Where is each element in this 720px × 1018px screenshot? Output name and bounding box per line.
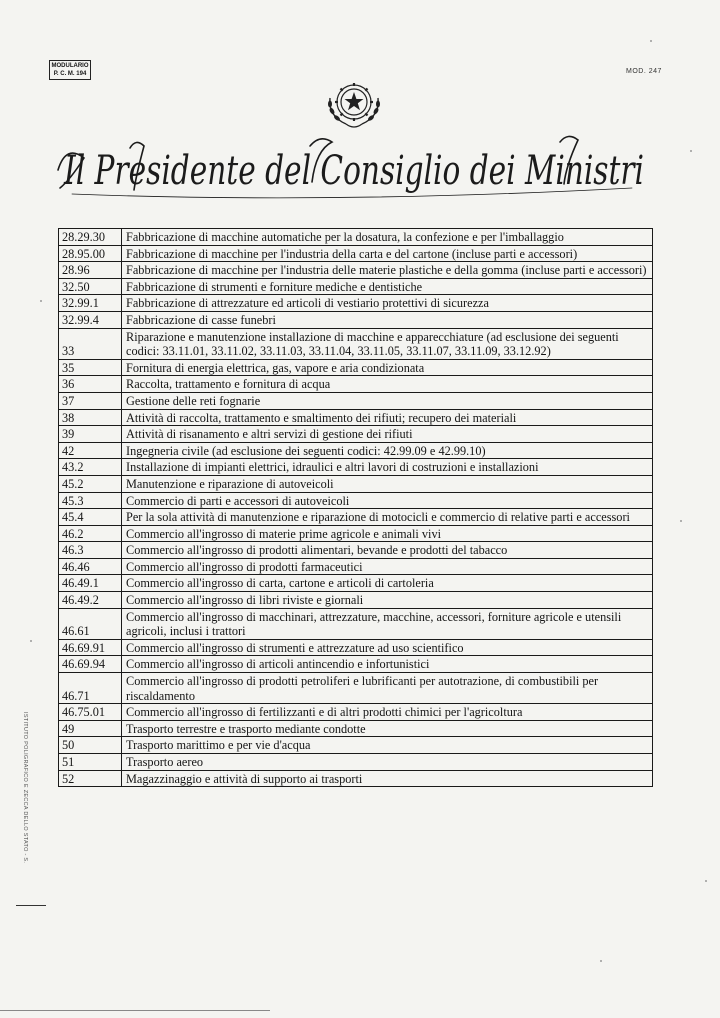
ateco-code: 39 xyxy=(59,426,122,443)
table-row xyxy=(59,770,653,787)
activity-description: Attività di raccolta, trattamento e smaltimento dei rifiuti; recupero dei materiali xyxy=(122,409,653,426)
table-row xyxy=(59,392,653,409)
table-row xyxy=(59,229,653,246)
activity-description: Raccolta, trattamento e fornitura di acqua xyxy=(122,376,653,393)
activity-description: Installazione di impianti elettrici, idraulici e altri lavori di costruzioni e installazioni xyxy=(122,459,653,476)
ateco-code: 32.99.1 xyxy=(59,295,122,312)
ateco-code: 50 xyxy=(59,737,122,754)
table-row xyxy=(59,262,653,279)
mod-number: MOD. 247 xyxy=(626,68,662,75)
ateco-code: 52 xyxy=(59,770,122,787)
ateco-code: 35 xyxy=(59,359,122,376)
activity-description: Fabbricazione di macchine automatiche per la dosatura, la confezione e per l'imballaggio xyxy=(122,229,653,246)
ateco-code: 43.2 xyxy=(59,459,122,476)
table-row xyxy=(59,245,653,262)
activity-description: Commercio all'ingrosso di articoli antincendio e infortunistici xyxy=(122,656,653,673)
ateco-code: 46.3 xyxy=(59,542,122,559)
table-row xyxy=(59,558,653,575)
activity-description: Commercio all'ingrosso di prodotti alimentari, bevande e prodotti del tabacco xyxy=(122,542,653,559)
ateco-code: 46.49.2 xyxy=(59,592,122,609)
table-row xyxy=(59,359,653,376)
ateco-code: 46.46 xyxy=(59,558,122,575)
activity-description: Commercio all'ingrosso di prodotti farmaceutici xyxy=(122,558,653,575)
activity-description: Commercio di parti e accessori di autoveicoli xyxy=(122,492,653,509)
table-row xyxy=(59,592,653,609)
ateco-code: 42 xyxy=(59,442,122,459)
table-row xyxy=(59,426,653,443)
activity-description: Fabbricazione di casse funebri xyxy=(122,311,653,328)
president-title-calligraphy xyxy=(0,128,720,208)
ateco-code: 28.29.30 xyxy=(59,229,122,246)
ateco-code: 46.75.01 xyxy=(59,704,122,721)
table-row xyxy=(59,409,653,426)
activity-description: Magazzinaggio e attività di supporto ai trasporti xyxy=(122,770,653,787)
table-row xyxy=(59,720,653,737)
ateco-code: 37 xyxy=(59,392,122,409)
ateco-code: 45.4 xyxy=(59,509,122,526)
ateco-code: 46.69.91 xyxy=(59,639,122,656)
ateco-code: 38 xyxy=(59,409,122,426)
margin-rule xyxy=(16,905,46,906)
ateco-code: 32.50 xyxy=(59,278,122,295)
table-row xyxy=(59,525,653,542)
bottom-rule xyxy=(0,1010,270,1011)
activity-description: Manutenzione e riparazione di autoveicoli xyxy=(122,475,653,492)
table-row xyxy=(59,754,653,771)
ateco-code: 33 xyxy=(59,328,122,359)
ateco-code: 46.71 xyxy=(59,673,122,704)
ateco-code: 46.61 xyxy=(59,608,122,639)
activity-description: Trasporto marittimo e per vie d'acqua xyxy=(122,737,653,754)
table-row xyxy=(59,656,653,673)
modulario-line1: MODULARIO xyxy=(51,63,89,69)
activity-description: Trasporto terrestre e trasporto mediante condotte xyxy=(122,720,653,737)
printer-imprint: ISTITUTO POLIGRAFICO E ZECCA DELLO STATO - S. xyxy=(22,712,28,864)
table-row xyxy=(59,575,653,592)
table-row xyxy=(59,673,653,704)
ateco-code: 45.2 xyxy=(59,475,122,492)
activity-description: Commercio all'ingrosso di libri riviste e giornali xyxy=(122,592,653,609)
table-row xyxy=(59,509,653,526)
table-row xyxy=(59,328,653,359)
table-row xyxy=(59,639,653,656)
table-row xyxy=(59,278,653,295)
table-row xyxy=(59,608,653,639)
table-row xyxy=(59,459,653,476)
ateco-code: 32.99.4 xyxy=(59,311,122,328)
ateco-code: 51 xyxy=(59,754,122,771)
table-row xyxy=(59,542,653,559)
activity-description: Commercio all'ingrosso di materie prime agricole e animali vivi xyxy=(122,525,653,542)
table-row xyxy=(59,737,653,754)
activity-description: Per la sola attività di manutenzione e riparazione di motocicli e commercio di relative parti e accessori xyxy=(122,509,653,526)
activity-description: Fabbricazione di attrezzature ed articoli di vestiario protettivi di sicurezza xyxy=(122,295,653,312)
activity-description: Fabbricazione di macchine per l'industria delle materie plastiche e della gomma (incluse parti e accessori) xyxy=(122,262,653,279)
activity-description: Commercio all'ingrosso di carta, cartone e articoli di cartoleria xyxy=(122,575,653,592)
activity-description: Fabbricazione di macchine per l'industria della carta e del cartone (incluse parti e accessori) xyxy=(122,245,653,262)
activity-description: Attività di risanamento e altri servizi di gestione dei rifiuti xyxy=(122,426,653,443)
table-row xyxy=(59,376,653,393)
table-row xyxy=(59,442,653,459)
activity-description: Ingegneria civile (ad esclusione dei seguenti codici: 42.99.09 e 42.99.10) xyxy=(122,442,653,459)
president-title: Il Presidente del Consiglio dei Ministri xyxy=(63,148,644,194)
table-row xyxy=(59,492,653,509)
table-row xyxy=(59,475,653,492)
ateco-code: 28.95.00 xyxy=(59,245,122,262)
activity-description: Trasporto aereo xyxy=(122,754,653,771)
ateco-code: 46.69.94 xyxy=(59,656,122,673)
activity-description: Commercio all'ingrosso di fertilizzanti e di altri prodotti chimici per l'agricoltura xyxy=(122,704,653,721)
activity-description: Fabbricazione di strumenti e forniture mediche e dentistiche xyxy=(122,278,653,295)
table-row xyxy=(59,311,653,328)
ateco-codes-table xyxy=(58,228,653,787)
table-row xyxy=(59,704,653,721)
activity-description: Fornitura di energia elettrica, gas, vapore e aria condizionata xyxy=(122,359,653,376)
ateco-code: 46.2 xyxy=(59,525,122,542)
ateco-code: 49 xyxy=(59,720,122,737)
ateco-code: 36 xyxy=(59,376,122,393)
table-row xyxy=(59,295,653,312)
activity-description: Commercio all'ingrosso di strumenti e attrezzature ad uso scientifico xyxy=(122,639,653,656)
ateco-code: 45.3 xyxy=(59,492,122,509)
ateco-code: 28.96 xyxy=(59,262,122,279)
modulario-line2: P. C. M. 194 xyxy=(53,71,87,77)
activity-description: Riparazione e manutenzione installazione di macchine e apparecchiature (ad esclusione dei seguenti codici: 33.11.01, 33.11.02, 33.11.03, 33.11.04, 33.11.05, 33.11.07, 33.11.09, 33.12.92) xyxy=(122,328,653,359)
activity-description: Gestione delle reti fognarie xyxy=(122,392,653,409)
activity-description: Commercio all'ingrosso di macchinari, attrezzature, macchine, accessori, forniture agricole e utensili agricoli, inclusi i trattori xyxy=(122,608,653,639)
activity-description: Commercio all'ingrosso di prodotti petroliferi e lubrificanti per autotrazione, di combustibili per riscaldamento xyxy=(122,673,653,704)
modulario-stamp xyxy=(49,60,91,80)
ateco-code: 46.49.1 xyxy=(59,575,122,592)
